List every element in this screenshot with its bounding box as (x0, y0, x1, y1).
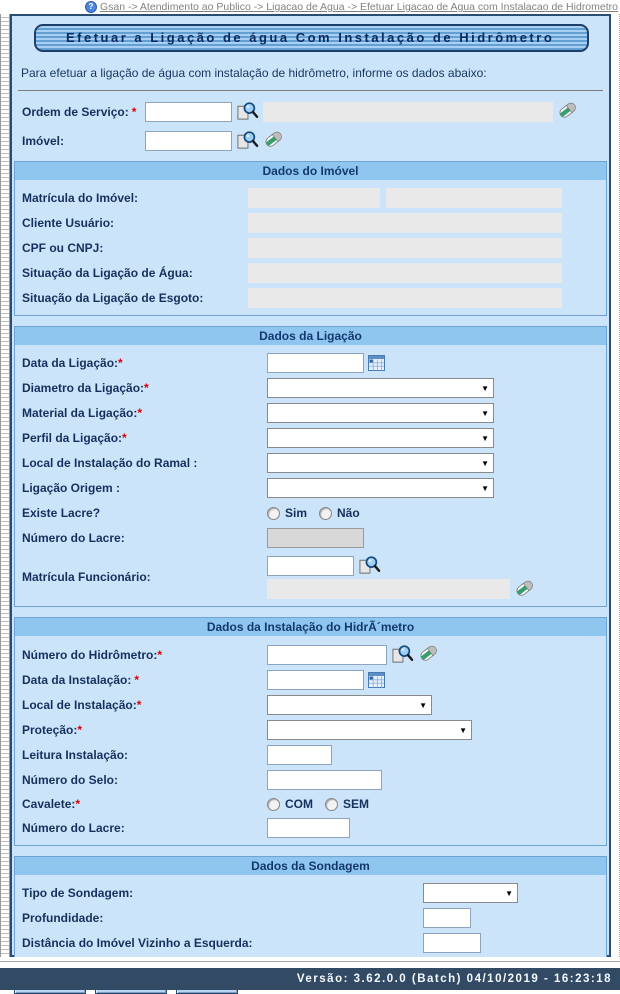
version-bar (0, 968, 620, 990)
diametro-ligacao-label: Diametro da Ligação:* (22, 381, 149, 395)
breadcrumb (0, 0, 618, 14)
data-ligacao-row (22, 353, 599, 373)
required-marker: * (122, 431, 127, 445)
existe-lacre-row (22, 506, 599, 520)
cavalete-sem-radio[interactable] (325, 798, 338, 811)
numero-hidrometro-label: Número do Hidrômetro:* (22, 647, 163, 662)
leitura-instalacao-label: Leitura Instalação: (22, 748, 129, 762)
section-dados-imovel (14, 161, 607, 316)
cliente-usuario-row (22, 213, 599, 233)
ligacao-origem-label: Ligação Origem : (22, 481, 121, 495)
matricula-funcionario-label: Matrícula Funcionário: (22, 570, 151, 584)
numero-hidrometro-eraser-icon[interactable] (418, 645, 439, 664)
tipo-sondagem-select[interactable] (423, 883, 518, 903)
existe-lacre-label: Existe Lacre? (22, 506, 101, 520)
existe-lacre-sim-radio[interactable] (267, 507, 280, 520)
diametro-ligacao-select[interactable] (267, 378, 494, 398)
form-container (10, 14, 611, 957)
ligacao-origem-row (22, 478, 599, 498)
cavalete-com-label: COM (285, 797, 313, 811)
required-marker: * (157, 647, 163, 662)
section-dados-instalacao-title: Dados da Instalação do HidrÃ´metro (15, 618, 606, 636)
footer-gap (0, 957, 620, 968)
situacao-agua-display (248, 263, 562, 283)
cavalete-label: Cavalete:* (22, 797, 81, 811)
tipo-sondagem-row (22, 883, 599, 903)
ordem-servico-display (263, 102, 553, 122)
section-dados-ligacao-title: Dados da Ligação (15, 327, 606, 345)
imovel-search-icon[interactable] (235, 130, 259, 151)
diametro-ligacao-row (22, 378, 599, 398)
leitura-instalacao-row (22, 745, 599, 765)
cpf-cnpj-display (248, 238, 562, 258)
section-dados-ligacao (14, 326, 607, 607)
data-ligacao-label: Data da Ligação:* (22, 356, 123, 370)
cliente-usuario-label: Cliente Usuário: (22, 216, 115, 230)
chevron-down-icon: ▼ (419, 700, 427, 710)
required-marker: * (131, 104, 137, 119)
protecao-row (22, 720, 599, 740)
profundidade-row (22, 908, 599, 928)
profundidade-label: Profundidade: (22, 911, 104, 925)
ordem-servico-row (22, 101, 607, 122)
ordem-servico-label: Ordem de Serviço: * (22, 104, 137, 119)
matricula-funcionario-display (267, 579, 510, 599)
distancia-label: Distância do Imóvel Vizinho a Esquerda: (22, 936, 253, 950)
numero-selo-input[interactable] (267, 770, 382, 790)
situacao-agua-label: Situação da Ligação de Água: (22, 266, 193, 280)
data-instalacao-input[interactable] (267, 670, 364, 690)
existe-lacre-nao-label: Não (337, 506, 360, 520)
data-ligacao-calendar-icon[interactable] (368, 355, 385, 371)
numero-lacre-label: Número do Lacre: (22, 531, 125, 545)
matricula-funcionario-row (22, 555, 599, 599)
local-ramal-select[interactable] (267, 453, 494, 473)
numero-selo-label: Número do Selo: (22, 773, 119, 787)
existe-lacre-nao-radio[interactable] (319, 507, 332, 520)
required-marker: * (144, 381, 149, 395)
main-frame (0, 14, 620, 957)
divider (18, 90, 603, 91)
material-ligacao-row (22, 403, 599, 423)
required-marker: * (77, 723, 83, 737)
data-instalacao-calendar-icon[interactable] (368, 672, 385, 688)
perfil-ligacao-select[interactable] (267, 428, 494, 448)
chevron-down-icon: ▼ (481, 458, 489, 468)
data-instalacao-row (22, 670, 599, 690)
distancia-row (22, 933, 599, 953)
perfil-ligacao-label: Perfil da Ligação:* (22, 431, 127, 445)
chevron-down-icon: ▼ (481, 483, 489, 493)
existe-lacre-sim-label: Sim (285, 506, 308, 520)
chevron-down-icon: ▼ (505, 888, 513, 898)
required-marker: * (137, 406, 143, 420)
numero-lacre-instalacao-row (22, 818, 599, 838)
matricula-funcionario-input[interactable] (267, 556, 354, 576)
ordem-servico-search-icon[interactable] (235, 101, 259, 122)
local-instalacao-row (22, 695, 599, 715)
version-text: Versão: 3.62.0.0 (Batch) 04/10/2019 - 16:23:18 (296, 973, 612, 985)
matricula-imovel-label: Matrícula do Imóvel: (22, 191, 139, 205)
material-ligacao-label: Material da Ligação:* (22, 406, 143, 420)
matricula-imovel-row (22, 188, 599, 208)
right-edge-decoration (611, 14, 620, 957)
ordem-servico-eraser-icon[interactable] (557, 102, 578, 121)
imovel-label: Imóvel: (22, 133, 65, 148)
imovel-eraser-icon[interactable] (263, 131, 284, 150)
situacao-agua-row (22, 263, 599, 283)
ligacao-origem-select[interactable] (267, 478, 494, 498)
imovel-input[interactable] (145, 131, 232, 151)
cavalete-row (22, 797, 599, 811)
cavalete-com-radio[interactable] (267, 798, 280, 811)
numero-hidrometro-search-icon[interactable] (390, 644, 414, 665)
intro-text: Para efetuar a ligação de água com instalação de hidrômetro, informe os dados abaixo: (21, 66, 487, 80)
cpf-cnpj-label: CPF ou CNPJ: (22, 241, 104, 255)
numero-hidrometro-row (22, 644, 599, 665)
matricula-funcionario-search-icon[interactable] (357, 555, 381, 576)
breadcrumb-path[interactable]: Gsan -> Atendimento ao Publico -> Ligacao de Agua -> Efetuar Ligacao de Agua com Instalacao de Hidrometro (99, 1, 618, 13)
matricula-imovel-display-2 (386, 188, 562, 208)
cavalete-sem-label: SEM (343, 797, 370, 811)
local-instalacao-select[interactable] (267, 695, 432, 715)
required-marker: * (134, 673, 140, 687)
local-instalacao-label: Local de Instalação:* (22, 698, 142, 712)
numero-lacre-row (22, 528, 599, 548)
profundidade-input[interactable] (423, 908, 471, 928)
data-ligacao-input[interactable] (267, 353, 364, 373)
chevron-down-icon: ▼ (481, 408, 489, 418)
section-dados-imovel-title: Dados do Imóvel (15, 162, 606, 180)
section-dados-instalacao (14, 617, 607, 846)
section-dados-sondagem-title: Dados da Sondagem (15, 857, 606, 875)
page-title: Efetuar a Ligação de água Com Instalação de Hidrômetro (34, 24, 589, 52)
matricula-funcionario-eraser-icon[interactable] (514, 580, 535, 599)
numero-lacre-instalacao-label: Número do Lacre: (22, 821, 125, 835)
section-dados-sondagem (14, 856, 607, 961)
ordem-servico-input[interactable] (145, 102, 232, 122)
local-ramal-label: Local de Instalação do Ramal : (22, 456, 198, 470)
leitura-instalacao-input[interactable] (267, 745, 332, 765)
imovel-row (22, 130, 607, 151)
numero-lacre-input (267, 528, 364, 548)
required-marker: * (136, 698, 142, 712)
help-icon[interactable]: ? (85, 1, 97, 13)
matricula-imovel-display-1 (248, 188, 380, 208)
required-marker: * (75, 797, 81, 811)
cpf-cnpj-row (22, 238, 599, 258)
situacao-esgoto-label: Situação da Ligação de Esgoto: (22, 291, 204, 305)
distancia-input[interactable] (423, 933, 481, 953)
required-marker: * (118, 356, 123, 370)
tipo-sondagem-label: Tipo de Sondagem: (22, 886, 134, 900)
material-ligacao-select[interactable] (267, 403, 494, 423)
numero-selo-row (22, 770, 599, 790)
data-instalacao-label: Data da Instalação: * (22, 673, 140, 687)
left-edge-decoration (0, 14, 10, 957)
situacao-esgoto-row (22, 288, 599, 308)
local-ramal-row (22, 453, 599, 473)
numero-lacre-instalacao-input[interactable] (267, 818, 350, 838)
protecao-select[interactable] (267, 720, 472, 740)
chevron-down-icon: ▼ (481, 433, 489, 443)
protecao-label: Proteção:* (22, 723, 83, 737)
situacao-esgoto-display (248, 288, 562, 308)
chevron-down-icon: ▼ (481, 383, 489, 393)
perfil-ligacao-row (22, 428, 599, 448)
chevron-down-icon: ▼ (459, 725, 467, 735)
cliente-usuario-display (248, 213, 562, 233)
numero-hidrometro-input[interactable] (267, 645, 387, 665)
